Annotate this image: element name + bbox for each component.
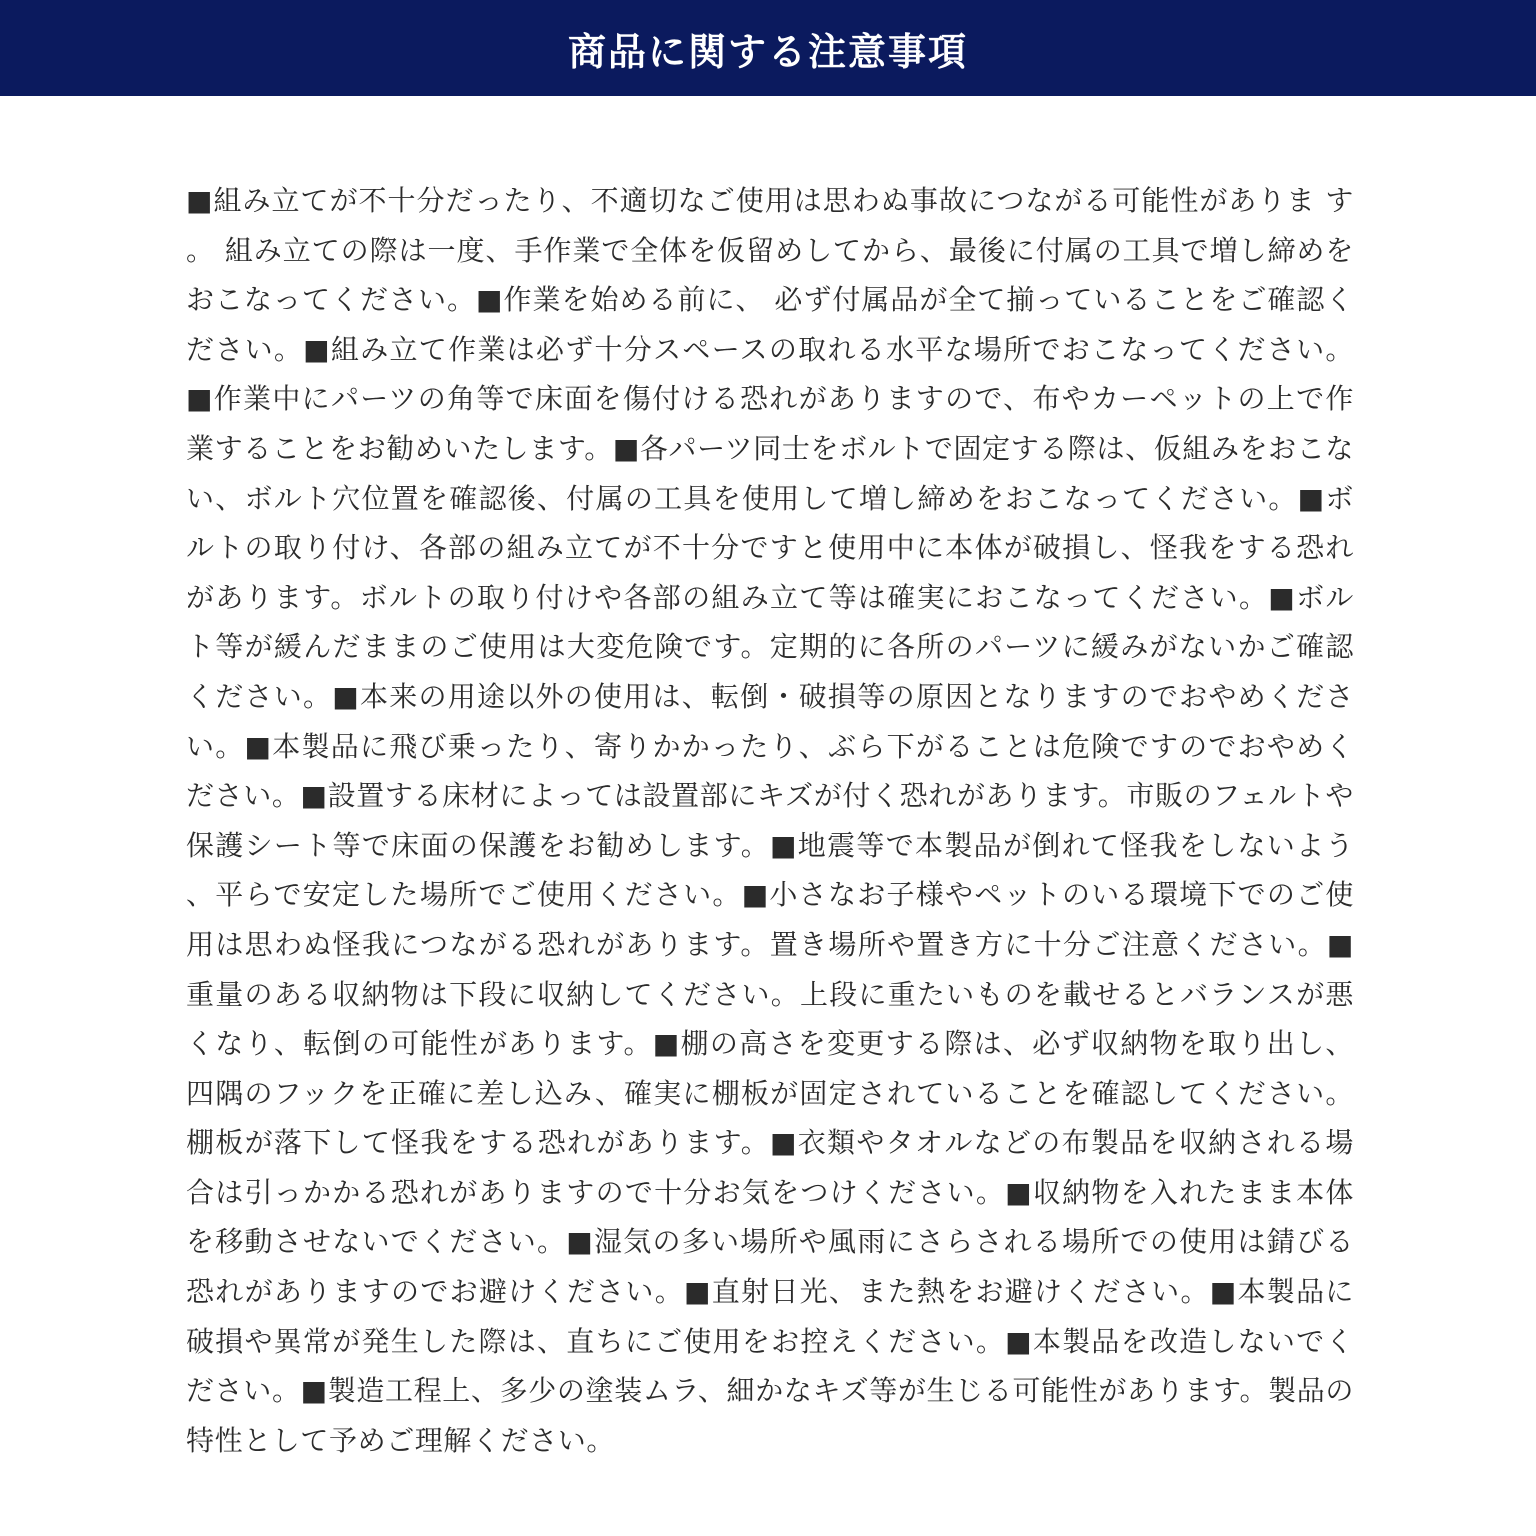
page-title: 商品に関する注意事項 (567, 29, 968, 74)
notice-text: ■組み立てが不十分だったり、不適切なご使用は思わぬ事故につながる可能性がありま す。 組み立ての際は一度、手作業で全体を仮留めしてから、最後に付属の工具で増し締めをおこなってください。■作業を始める前に、 必ず付属品が全て揃っていることをご確認ください。■組み立て作業は必ず十分スペースの取れる水平な場所でおこなってください。■作業中にパーツの角等で床面を傷付ける恐れがありますので、布やカーペットの上で作業することをお勧めいたします。■各パーツ同士をボルトで固定する際は、仮組みをおこない、ボルト穴位置を確認後、付属の工具を使用して増し締めをおこなってください。■ボルトの取り付け、各部の組み立てが不十分ですと使用中に本体が破損し、怪我をする恐れがあります。ボルトの取り付けや各部の組み立て等は確実におこなってください。■ボルト等が緩んだままのご使用は大変危険です。定期的に各所のパーツに緩みがないかご確認ください。■本来の用途以外の使用は、転倒・破損等の原因となりますのでおやめください。■本製品に飛び乗ったり、寄りかかったり、ぶら下がることは危険ですのでおやめください。■設置する床材によっては設置部にキズが付く恐れがあります。市販のフェルトや保護シート等で床面の保護をお勧めします。■地震等で本製品が倒れて怪我をしないよう、平らで安定した場所でご使用ください。■小さなお子様やペットのいる環境下でのご使用は思わぬ怪我につながる恐れがあります。置き場所や置き方に十分ご注意ください。■重量のある収納物は下段に収納してください。上段に重たいものを載せるとバランスが悪くなり、転倒の可能性があります。■棚の高さを変更する際は、必ず収納物を取り出し、四隅のフックを正確に差し込み、確実に棚板が固定されていることを確認してください。棚板が落下して怪我をする恐れがあります。■衣類やタオルなどの布製品を収納される場合は引っかかる恐れがありますので十分お気をつけください。■収納物を入れたまま本体を移動させないでください。■湿気の多い場所や風雨にさらされる場所での使用は錆びる恐れがありますのでお避けください。■直射日光、また熱をお避けください。■本製品に破損や異常が発生した際は、直ちにご使用をお控えください。■本製品を改造しないでください。■製造工程上、多少の塗装ムラ、細かなキズ等が生じる可能性があります。製品の特性として予めご理解ください。 (186, 184, 1354, 1457)
header-banner (0, 0, 1536, 96)
